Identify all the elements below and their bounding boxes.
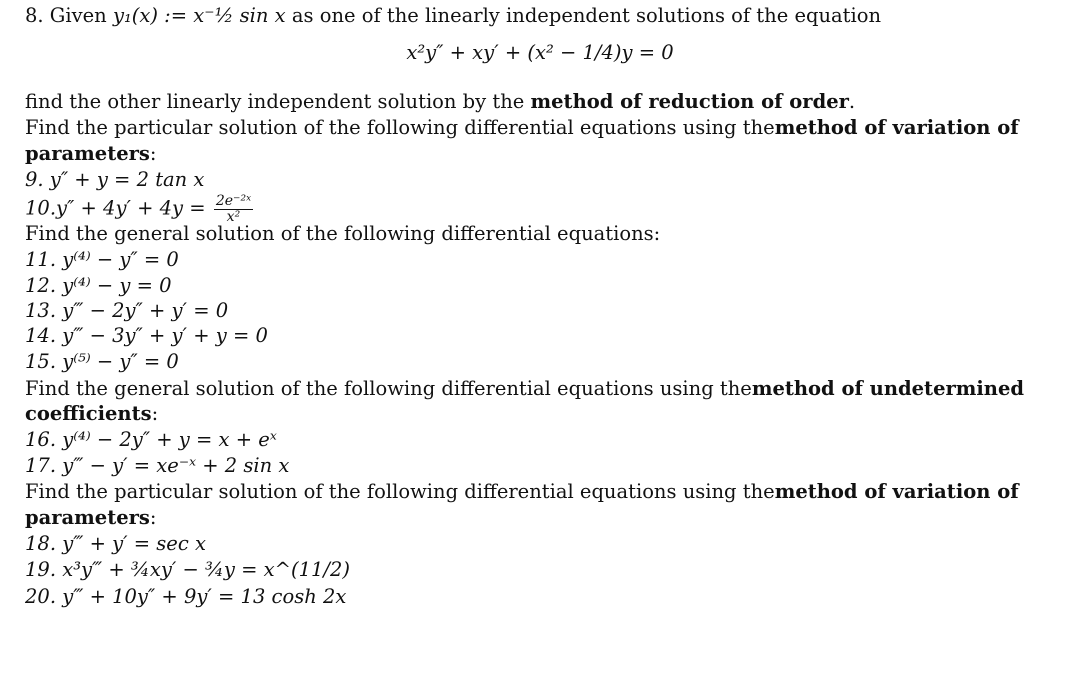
problem-10: 10.y″ + 4y′ + 4y = $\frac{\text{2e⁻²ˣ}}{\text{x²}}$ [25,193,252,225]
heading-variation-2-cont: parameters: [25,506,157,529]
problem-8-y1: y₁(x) := x⁻½ sin x [112,4,286,27]
problem-19: 19. x³y‴ + ¾xy′ − ¾y = x^(11/2) [25,558,350,581]
problem-16: 16. y⁽⁴⁾ − 2y″ + y = x + eˣ [25,428,277,451]
heading-variation-1: Find the particular solution of the following differential equations using the method of variation of [25,116,1019,139]
heading-variation-2: Find the particular solution of the following differential equations using the method of variation of [25,480,1019,503]
problem-14: 14. y‴ − 3y″ + y′ + y = 0 [25,324,268,347]
method-undetermined-coefficients: method of undetermined [751,377,1025,400]
method-variation-of-parameters-1: method of variation of [774,116,1019,139]
problem-8-intro [25,3,881,29]
problem-20: 20. y‴ + 10y″ + 9y′ = 13 cosh 2x [25,585,347,608]
heading-variation-1-cont: parameters: [25,142,157,165]
problem-8-tail: find the other linearly independent solution by the method of reduction of order. [25,90,856,113]
problem-9: 9. y″ + y = 2 tan x [25,168,205,191]
method-variation-of-parameters-2: method of variation of [774,480,1019,503]
heading-undetermined-cont: coefficients: [25,402,159,425]
problem-8-equation: x²y″ + xy′ + (x² − 1/4)y = 0 [406,41,674,64]
problem-8-number: 8. Given [25,4,107,27]
problem-8-intro-tail: as one of the linearly independent solutions of the equation [291,4,882,27]
problem-13: 13. y‴ − 2y″ + y′ = 0 [25,299,229,322]
heading-undetermined: Find the general solution of the following differential equations using the method of undetermined [25,377,1025,400]
problem-17: 17. y‴ − y′ = xe⁻ˣ + 2 sin x [25,454,290,477]
problem-15: 15. y⁽⁵⁾ − y″ = 0 [25,350,179,373]
problem-18: 18. y‴ + y′ = sec x [25,532,206,555]
problem-11: 11. y⁽⁴⁾ − y″ = 0 [25,248,179,271]
problem-12: 12. y⁽⁴⁾ − y = 0 [25,274,172,297]
problem-10-fraction: $\frac{\text{2e⁻²ˣ}}{\text{x²}}$ [215,193,252,225]
heading-general: Find the general solution of the following differential equations: [25,222,661,245]
method-reduction-of-order: method of reduction of order [530,90,849,113]
